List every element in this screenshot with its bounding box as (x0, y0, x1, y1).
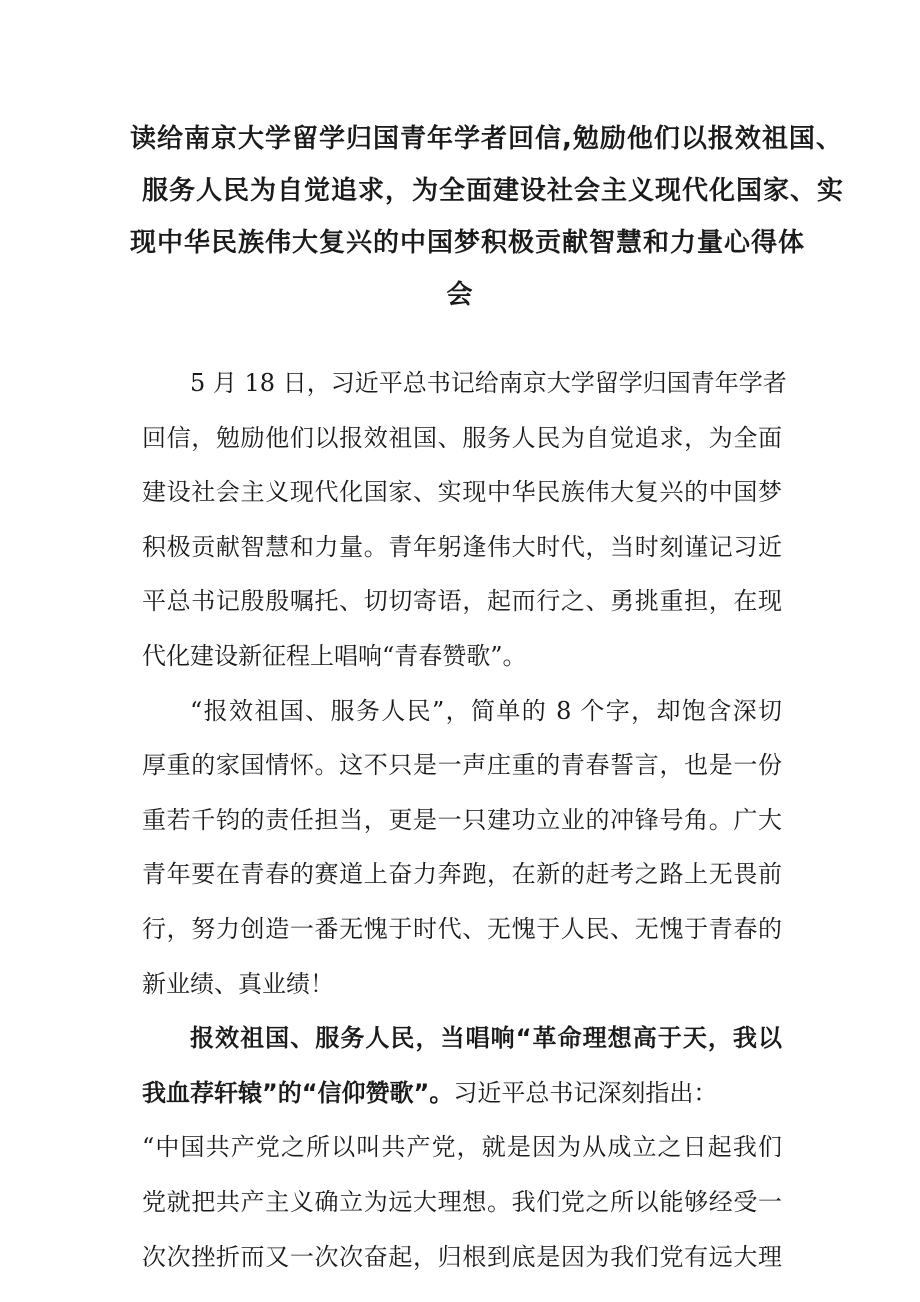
paragraph-line-bold: 报效祖国、服务人民，当唱响“革命理想高于天，我以 (190, 1024, 782, 1053)
title-line-2: 服务人民为自觉追求，为全面建设社会主义现代化国家、实 (142, 176, 845, 206)
paragraph-line: 代化建设新征程上唱响“青春赞歌”。 (142, 641, 527, 670)
paragraph-line: 新业绩、真业绩！ (142, 969, 334, 998)
regular-phrase: 习近平总书记深刻指出： (453, 1078, 718, 1107)
title-line-3: 现中华民族伟大复兴的中国梦积极贡献智慧和力量心得体 (130, 228, 806, 258)
paragraph-line: 建设社会主义现代化国家、实现中华民族伟大复兴的中国梦 (142, 478, 782, 507)
title-line-1: 读给南京大学留学归国青年学者回信,勉励他们以报效祖国、 (130, 124, 843, 154)
paragraph-line: 次次挫折而又一次次奋起，归根到底是因为我们党有远大理 (142, 1242, 782, 1271)
paragraph-2 (142, 684, 782, 1012)
document-title (130, 113, 845, 321)
bold-phrase: 我血荐轩辕”的“信仰赞歌”。 (142, 1078, 454, 1107)
paragraph-line: 重若千钧的责任担当，更是一只建功立业的冲锋号角。广大 (142, 805, 782, 834)
title-line-4: 会 (446, 280, 474, 310)
paragraph-line: “中国共产党之所以叫共产党，就是因为从成立之日起我们 (142, 1133, 782, 1162)
paragraph-line: 平总书记殷殷嘱托、切切寄语，起而行之、勇挑重担，在现 (142, 587, 782, 616)
paragraph-line: 积极贡献智慧和力量。青年躬逢伟大时代，当时刻谨记习近 (142, 532, 782, 561)
paragraph-line: 党就把共产主义确立为远大理想。我们党之所以能够经受一 (142, 1187, 782, 1216)
paragraph-line: “报效祖国、服务人民”，简单的 8 个字，却饱含深切 (190, 696, 782, 725)
document-body (142, 356, 787, 1284)
paragraph-line: 行，努力创造一番无愧于时代、无愧于人民、无愧于青春的 (142, 914, 782, 943)
paragraph-line: 厚重的家国情怀。这不只是一声庄重的青春誓言，也是一份 (142, 751, 782, 780)
paragraph-line-mixed (142, 1066, 782, 1121)
paragraph-line: 青年要在青春的赛道上奋力奔跑，在新的赶考之路上无畏前 (142, 860, 782, 889)
paragraph-line: 5 月 18 日，习近平总书记给南京大学留学归国青年学者 (190, 369, 787, 397)
paragraph-1 (142, 356, 787, 684)
paragraph-3 (142, 1011, 782, 1284)
paragraph-line: 回信，勉励他们以报效祖国、服务人民为自觉追求，为全面 (142, 423, 782, 452)
